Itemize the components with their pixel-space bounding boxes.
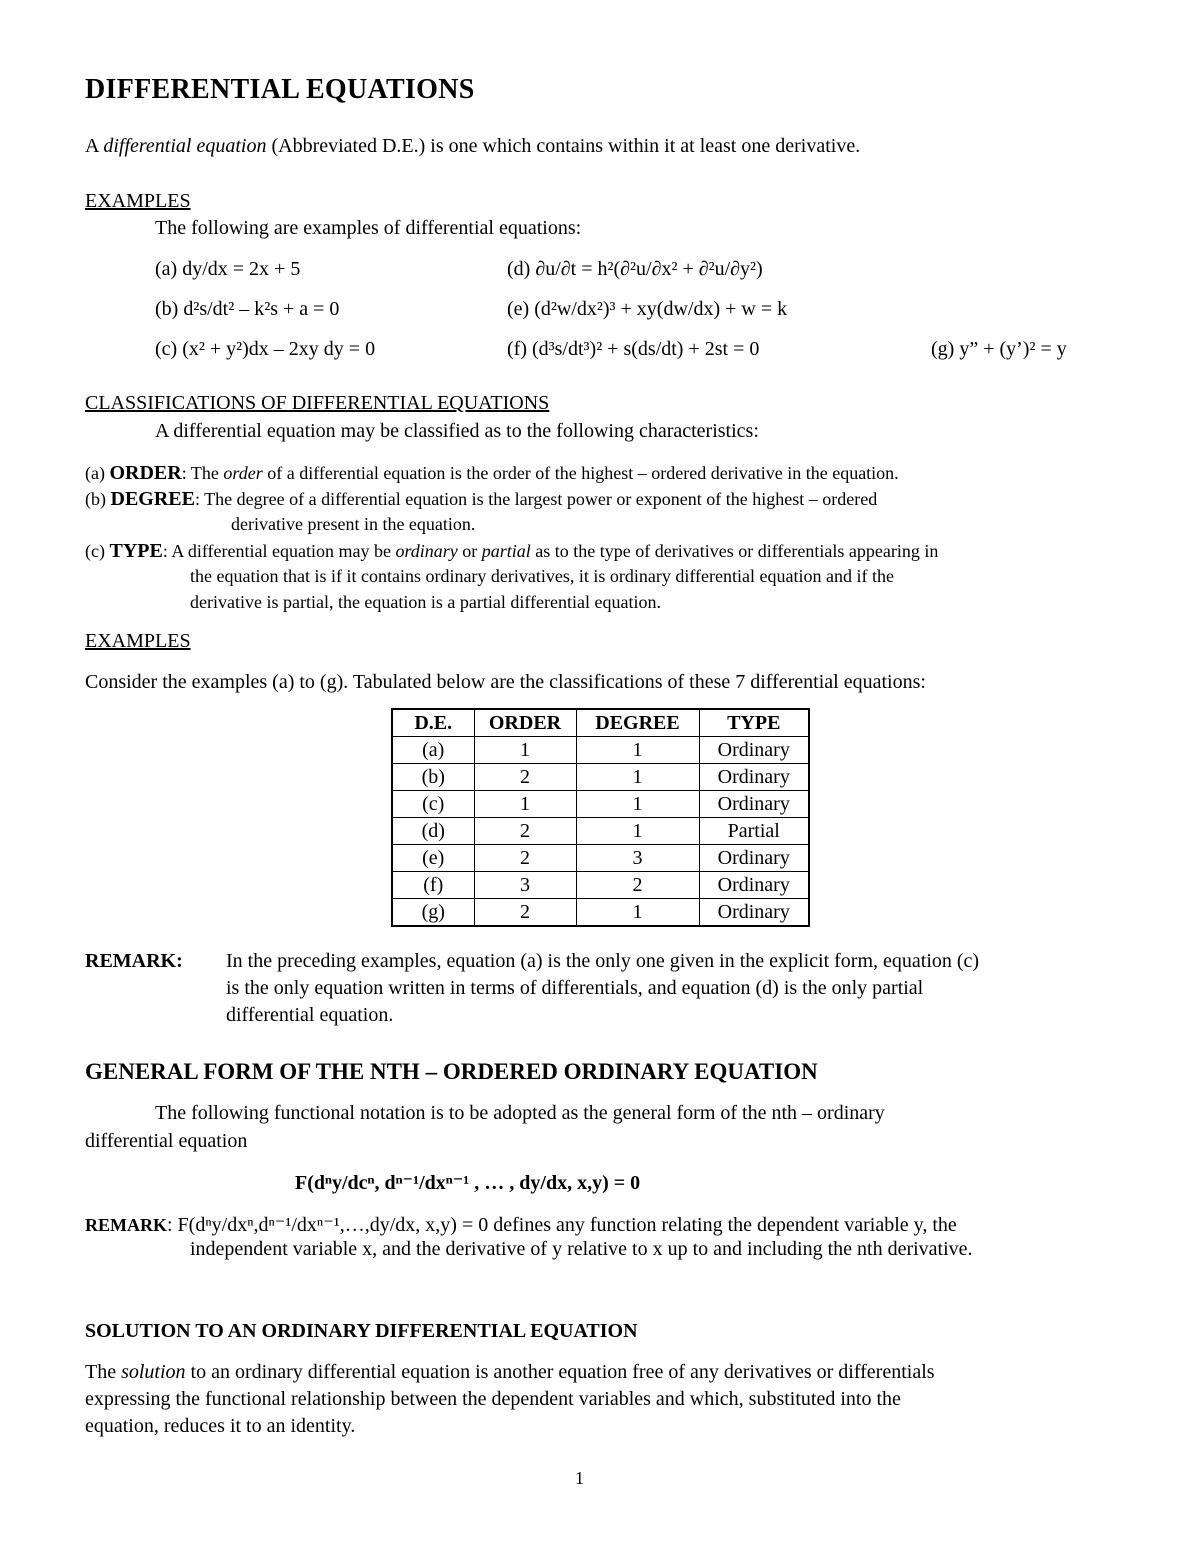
classifications-lead: A differential equation may be classified as to the following characteristics: <box>155 420 759 442</box>
example-f: (f) (d³s/dt³)² + s(ds/dt) + 2st = 0 <box>507 338 760 360</box>
solution-term: solution <box>121 1361 186 1383</box>
table-cell: Ordinary <box>699 737 809 764</box>
solution-pre: The <box>85 1361 122 1383</box>
solution-line-1-post: to an ordinary differential equation is another equation free of any derivatives or differentials <box>185 1361 935 1383</box>
table-cell: 3 <box>474 872 576 899</box>
remark-line-1: In the preceding examples, equation (a) is the only one given in the explicit form, equation (c) <box>226 950 980 972</box>
table-row <box>392 899 809 927</box>
table-cell: 2 <box>576 872 699 899</box>
intro-post: (Abbreviated D.E.) is one which contains within it at least one derivative. <box>266 135 861 157</box>
table-cell: 1 <box>474 737 576 764</box>
remark-line-3: differential equation. <box>226 1004 394 1026</box>
table-cell: Ordinary <box>699 872 809 899</box>
solution-heading: SOLUTION TO AN ORDINARY DIFFERENTIAL EQUATION <box>85 1320 638 1342</box>
table-cell: 2 <box>474 899 576 927</box>
solution-line-1 <box>85 1361 935 1384</box>
table-cell: 2 <box>474 845 576 872</box>
table-cell: 1 <box>576 899 699 927</box>
order-text-1: : The <box>181 463 224 483</box>
examples-heading-2: EXAMPLES <box>85 630 191 652</box>
table-header-degree: DEGREE <box>576 709 699 737</box>
type-term-ordinary: ordinary <box>395 541 458 561</box>
type-prefix: (c) <box>85 541 110 561</box>
remark-line-2: is the only equation written in terms of differentials, and equation (d) is the only partial <box>226 977 924 999</box>
table-cell: Ordinary <box>699 791 809 818</box>
classifications-heading: CLASSIFICATIONS OF DIFFERENTIAL EQUATIONS <box>85 392 550 414</box>
intro-term: differential equation <box>103 135 267 157</box>
table-cell: 1 <box>576 737 699 764</box>
table-header-row <box>392 709 809 737</box>
table-row <box>392 791 809 818</box>
remark-2-line-2: independent variable x, and the derivative of y relative to x up to and including the nth derivative. <box>190 1238 973 1260</box>
table-cell: (g) <box>392 899 474 927</box>
order-term: order <box>223 463 263 483</box>
solution-line-2: expressing the functional relationship between the dependent variables and which, substituted into the <box>85 1388 901 1410</box>
remark-2-line-1: : F(dⁿy/dxⁿ,dⁿ⁻¹/dxⁿ⁻¹,…,dy/dx, x,y) = 0 defines any function relating the dependent variable y, the <box>167 1214 957 1236</box>
solution-line-3: equation, reduces it to an identity. <box>85 1415 356 1437</box>
type-label: TYPE <box>109 540 163 562</box>
table-header-type: TYPE <box>699 709 809 737</box>
table-row <box>392 872 809 899</box>
degree-line-2: derivative present in the equation. <box>231 514 476 534</box>
intro-paragraph <box>85 135 860 158</box>
table-cell: (a) <box>392 737 474 764</box>
type-text-2: or <box>457 541 482 561</box>
type-line-2: the equation that is if it contains ordinary derivatives, it is ordinary differential equation and if the <box>190 566 894 586</box>
order-item <box>85 462 899 485</box>
table-cell: 1 <box>474 791 576 818</box>
type-item <box>85 540 938 563</box>
remark-label: REMARK: <box>85 950 183 972</box>
general-form-formula: F(dⁿy/dcⁿ, dⁿ⁻¹/dxⁿ⁻¹ , … , dy/dx, x,y) = 0 <box>295 1172 641 1194</box>
examples-lead-2: Consider the examples (a) to (g). Tabulated below are the classifications of these 7 differential equations: <box>85 671 926 693</box>
intro-pre: A <box>85 135 104 157</box>
example-d: (d) ∂u/∂t = h²(∂²u/∂x² + ∂²u/∂y²) <box>507 258 763 280</box>
examples-heading: EXAMPLES <box>85 190 191 212</box>
example-g: (g) y” + (y’)² = y <box>931 338 1067 360</box>
type-text-3: as to the type of derivatives or differentials appearing in <box>530 541 939 561</box>
degree-prefix: (b) <box>85 489 111 509</box>
classification-table <box>391 708 810 927</box>
page-number: 1 <box>575 1468 584 1488</box>
table-header-order: ORDER <box>474 709 576 737</box>
table-cell: 1 <box>576 764 699 791</box>
remark-2-label: REMARK <box>85 1215 167 1235</box>
order-text-2: of a differential equation is the order of the highest – ordered derivative in the equation. <box>262 463 899 483</box>
table-row <box>392 818 809 845</box>
type-text-1: : A differential equation may be <box>162 541 396 561</box>
order-prefix: (a) <box>85 463 110 483</box>
table-row <box>392 737 809 764</box>
table-cell: (f) <box>392 872 474 899</box>
remark-2 <box>85 1212 957 1237</box>
table-cell: 1 <box>576 818 699 845</box>
table-header-de: D.E. <box>392 709 474 737</box>
table-cell: Ordinary <box>699 899 809 927</box>
table-cell: (c) <box>392 791 474 818</box>
table-row <box>392 764 809 791</box>
examples-lead: The following are examples of differential equations: <box>155 217 582 239</box>
type-term-partial: partial <box>481 541 531 561</box>
degree-label: DEGREE <box>110 488 195 510</box>
page-title: DIFFERENTIAL EQUATIONS <box>85 74 475 105</box>
example-e: (e) (d²w/dx²)³ + xy(dw/dx) + w = k <box>507 298 788 320</box>
table-cell: Ordinary <box>699 845 809 872</box>
example-b: (b) d²s/dt² – k²s + a = 0 <box>155 298 340 320</box>
table-cell: 2 <box>474 764 576 791</box>
table-row <box>392 845 809 872</box>
example-c: (c) (x² + y²)dx – 2xy dy = 0 <box>155 338 376 360</box>
example-a: (a) dy/dx = 2x + 5 <box>155 258 301 280</box>
general-form-heading: GENERAL FORM OF THE NTH – ORDERED ORDINARY EQUATION <box>85 1059 818 1084</box>
table-cell: 3 <box>576 845 699 872</box>
table-cell: (e) <box>392 845 474 872</box>
degree-line-1: : The degree of a differential equation is the largest power or exponent of the highest – ordered <box>194 489 878 509</box>
general-form-line-2: differential equation <box>85 1130 248 1152</box>
table-cell: Ordinary <box>699 764 809 791</box>
general-form-line-1: The following functional notation is to be adopted as the general form of the nth – ordinary <box>155 1102 885 1124</box>
table-cell: 2 <box>474 818 576 845</box>
type-line-3: derivative is partial, the equation is a partial differential equation. <box>190 592 661 612</box>
order-label: ORDER <box>109 462 182 484</box>
degree-item <box>85 488 877 511</box>
table-cell: Partial <box>699 818 809 845</box>
table-cell: (b) <box>392 764 474 791</box>
table-cell: 1 <box>576 791 699 818</box>
table-cell: (d) <box>392 818 474 845</box>
